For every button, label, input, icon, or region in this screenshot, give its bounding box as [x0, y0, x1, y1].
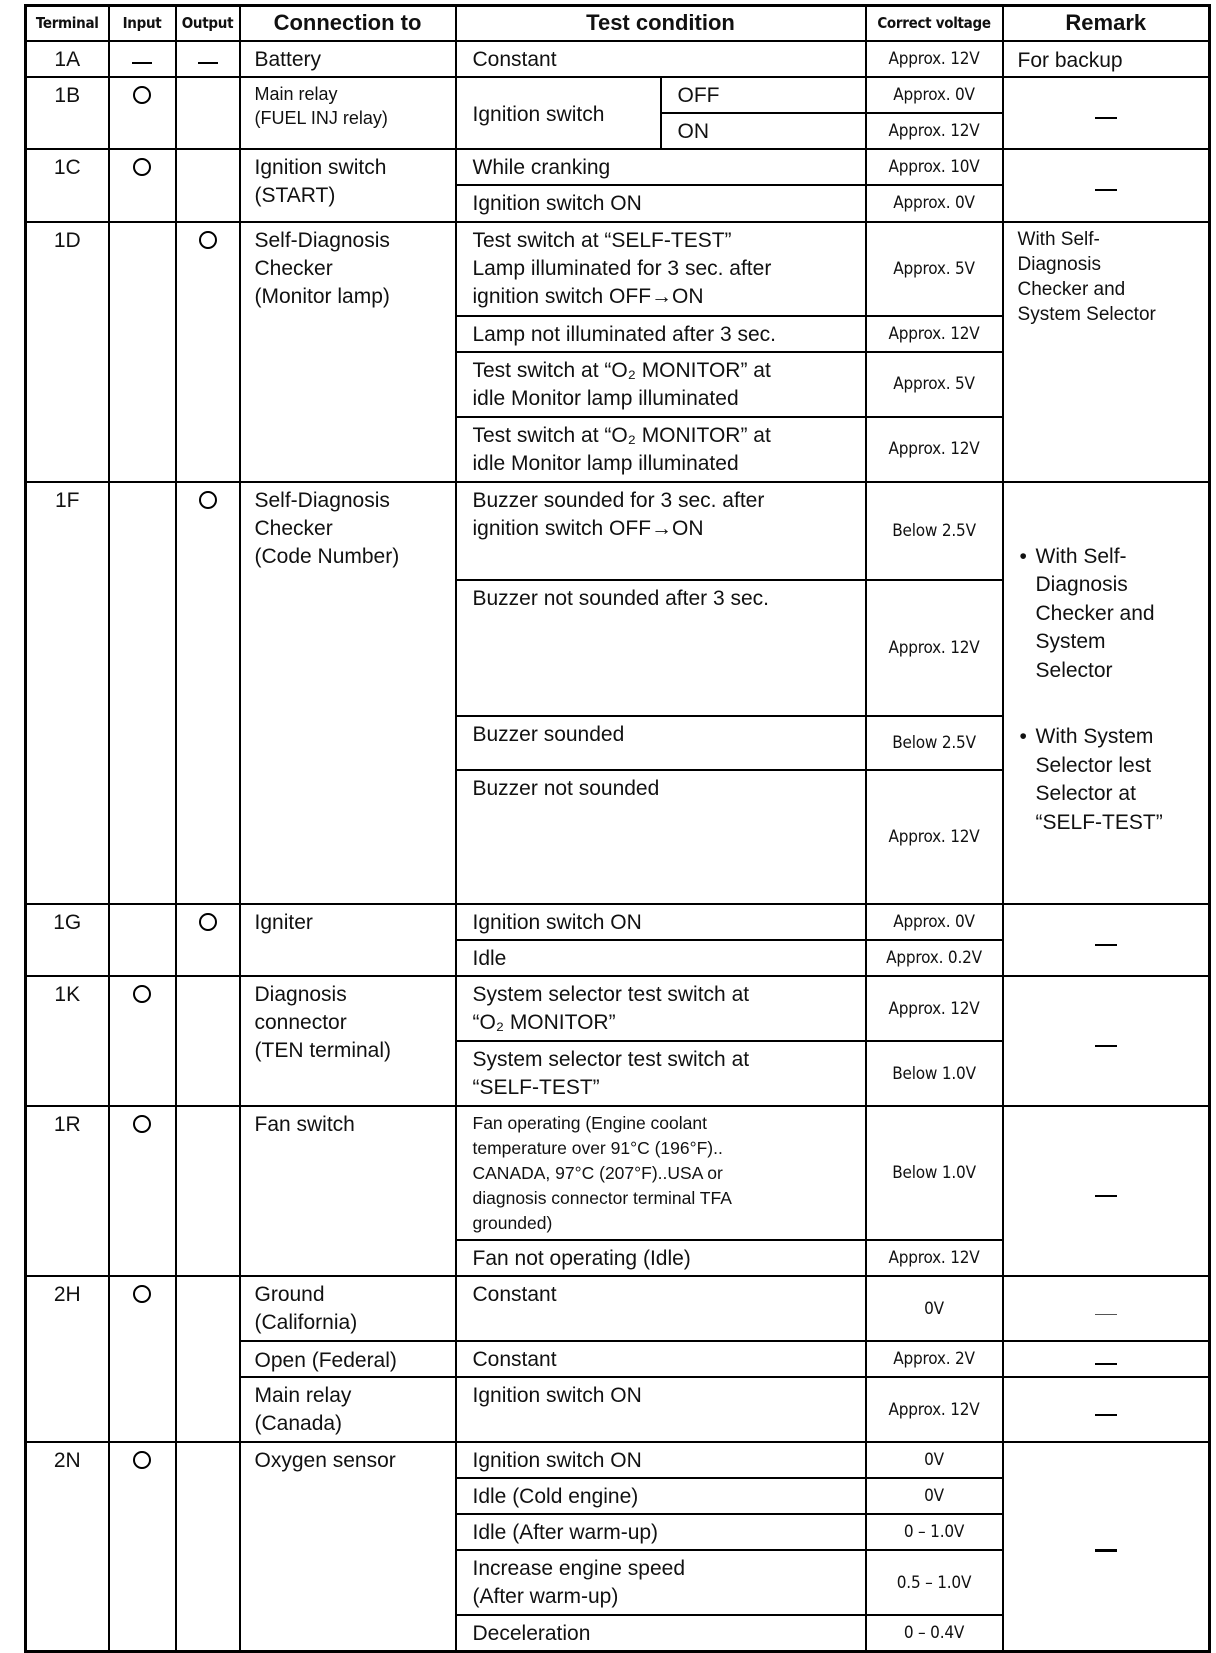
- condition-cell: Constant: [456, 41, 866, 77]
- voltage-cell: Approx. 12V: [866, 770, 1003, 904]
- table-row: [26, 149, 1210, 185]
- table-row: [26, 77, 1210, 113]
- remark-cell: [1003, 149, 1210, 222]
- terminal-cell: 2H: [26, 1276, 109, 1442]
- connection-cell: Main relay (Canada): [240, 1377, 456, 1442]
- remark-bullet: • With System Selector lest Selector at “SELF-TEST”: [1018, 723, 1203, 837]
- input-cell: [109, 1276, 176, 1442]
- remark-cell: [1003, 976, 1210, 1106]
- condition-cell: Buzzer not sounded: [456, 770, 866, 904]
- output-cell: [176, 222, 240, 482]
- output-cell: [176, 1106, 240, 1276]
- connection-cell: Self-Diagnosis Checker (Code Number): [240, 482, 456, 905]
- voltage-cell: 0.5 – 1.0V: [866, 1550, 1003, 1615]
- voltage-cell: Approx. 5V: [866, 222, 1003, 316]
- voltage-cell: Approx. 12V: [866, 1377, 1003, 1442]
- condition-cell: Ignition switch ON: [456, 185, 866, 222]
- header-voltage: Correct voltage: [866, 6, 1003, 41]
- condition-cell: Increase engine speed (After warm-up): [456, 1550, 866, 1615]
- circle-icon: [133, 158, 151, 176]
- table-row: [26, 904, 1210, 940]
- terminal-cell: 1F: [26, 482, 109, 905]
- voltage-cell: Approx. 12V: [866, 316, 1003, 352]
- circle-icon: [133, 985, 151, 1003]
- output-cell: [176, 1442, 240, 1651]
- terminal-cell: 1B: [26, 77, 109, 149]
- dash-icon: [1095, 1549, 1117, 1552]
- dash-icon: [1095, 117, 1117, 119]
- input-cell: [109, 149, 176, 222]
- output-cell: [176, 149, 240, 222]
- voltage-cell: 0 – 0.4V: [866, 1615, 1003, 1651]
- header-test-condition: Test condition: [456, 6, 866, 41]
- table-row: [26, 1442, 1210, 1478]
- connection-cell: Self-Diagnosis Checker (Monitor lamp): [240, 222, 456, 482]
- remark-bullet: • With Self- Diagnosis Checker and System Selector: [1018, 543, 1203, 686]
- dash-icon: [1095, 189, 1117, 191]
- voltage-cell: 0V: [866, 1276, 1003, 1341]
- voltage-cell: Below 1.0V: [866, 1041, 1003, 1106]
- sub-condition-cell: ON: [661, 113, 866, 149]
- terminal-cell: 1C: [26, 149, 109, 222]
- header-terminal: Terminal: [26, 6, 109, 41]
- condition-cell: System selector test switch at “O₂ MONITOR”: [456, 976, 866, 1041]
- condition-cell: Buzzer sounded for 3 sec. after ignition switch OFF→ON: [456, 482, 866, 581]
- condition-cell: Fan operating (Engine coolant temperature over 91°C (196°F).. CANADA, 97°C (207°F)..USA or diagnosis connector terminal TFA grounded): [456, 1106, 866, 1240]
- output-cell: [176, 904, 240, 976]
- table-row: [26, 41, 1210, 77]
- table-row: [26, 1106, 1210, 1240]
- input-cell: [109, 41, 176, 77]
- condition-cell: Test switch at “SELF-TEST” Lamp illuminated for 3 sec. after ignition switch OFF→ON: [456, 222, 866, 316]
- circle-icon: [133, 1285, 151, 1303]
- input-cell: [109, 77, 176, 149]
- condition-cell: Test switch at “O₂ MONITOR” at idle Monitor lamp illuminated: [456, 417, 866, 482]
- dash-icon: [132, 62, 152, 64]
- input-cell: [109, 222, 176, 482]
- connection-cell: Igniter: [240, 904, 456, 976]
- voltage-cell: Approx. 12V: [866, 1240, 1003, 1276]
- remark-cell: For backup: [1003, 41, 1210, 77]
- circle-icon: [133, 86, 151, 104]
- condition-cell: Test switch at “O₂ MONITOR” at idle Monitor lamp illuminated: [456, 352, 866, 417]
- input-cell: [109, 482, 176, 905]
- condition-cell: Deceleration: [456, 1615, 866, 1651]
- dash-icon: [1095, 944, 1117, 946]
- input-cell: [109, 976, 176, 1106]
- condition-cell: Ignition switch: [456, 77, 661, 149]
- condition-cell: Idle (After warm-up): [456, 1514, 866, 1550]
- table-row: [26, 222, 1210, 316]
- remark-cell: [1003, 1442, 1210, 1651]
- connection-cell: Main relay (FUEL INJ relay): [240, 77, 456, 149]
- voltage-cell: Approx. 10V: [866, 149, 1003, 185]
- voltage-cell: Approx. 0V: [866, 185, 1003, 222]
- terminal-cell: 1G: [26, 904, 109, 976]
- circle-icon: [199, 231, 217, 249]
- circle-icon: [199, 491, 217, 509]
- voltage-cell: Approx. 0V: [866, 904, 1003, 940]
- table-row: [26, 482, 1210, 581]
- sub-condition-cell: OFF: [661, 77, 866, 113]
- connection-cell: Oxygen sensor: [240, 1442, 456, 1651]
- header-output: Output: [176, 6, 240, 41]
- remark-cell: [1003, 904, 1210, 976]
- connection-cell: Ignition switch (START): [240, 149, 456, 222]
- output-cell: [176, 1276, 240, 1442]
- connection-cell: Open (Federal): [240, 1341, 456, 1377]
- circle-icon: [133, 1115, 151, 1133]
- remark-cell: [1003, 1106, 1210, 1276]
- connection-cell: Battery: [240, 41, 456, 77]
- terminal-cell: 1R: [26, 1106, 109, 1276]
- output-cell: [176, 976, 240, 1106]
- dash-icon: [198, 62, 218, 64]
- connection-cell: Fan switch: [240, 1106, 456, 1276]
- output-cell: [176, 77, 240, 149]
- remark-cell: [1003, 1276, 1210, 1341]
- terminal-cell: 1A: [26, 41, 109, 77]
- table-row: [26, 976, 1210, 1041]
- voltage-cell: Approx. 5V: [866, 352, 1003, 417]
- voltage-cell: Below 1.0V: [866, 1106, 1003, 1240]
- voltage-cell: Approx. 0V: [866, 77, 1003, 113]
- voltage-cell: Approx. 12V: [866, 41, 1003, 77]
- input-cell: [109, 1442, 176, 1651]
- dash-icon: [1095, 1414, 1117, 1416]
- connection-cell: Diagnosis connector (TEN terminal): [240, 976, 456, 1106]
- remark-cell: [1003, 1377, 1210, 1442]
- input-cell: [109, 1106, 176, 1276]
- voltage-cell: Approx. 2V: [866, 1341, 1003, 1377]
- voltage-cell: Below 2.5V: [866, 482, 1003, 581]
- condition-cell: Idle (Cold engine): [456, 1478, 866, 1514]
- condition-cell: Buzzer not sounded after 3 sec.: [456, 580, 866, 715]
- dash-icon: [1095, 1314, 1117, 1315]
- voltage-cell: 0V: [866, 1478, 1003, 1514]
- condition-cell: Constant: [456, 1341, 866, 1377]
- input-cell: [109, 904, 176, 976]
- condition-cell: Buzzer sounded: [456, 716, 866, 771]
- voltage-cell: Approx. 12V: [866, 113, 1003, 149]
- condition-cell: Constant: [456, 1276, 866, 1341]
- terminal-cell: 1D: [26, 222, 109, 482]
- remark-cell: [1003, 482, 1210, 905]
- voltage-cell: Approx. 12V: [866, 417, 1003, 482]
- dash-icon: [1095, 1195, 1117, 1197]
- remark-bullet-list: [1018, 515, 1203, 876]
- header-connection: Connection to: [240, 6, 456, 41]
- terminal-cell: 2N: [26, 1442, 109, 1651]
- connection-cell: Ground (California): [240, 1276, 456, 1341]
- remark-cell: [1003, 1341, 1210, 1377]
- remark-cell: [1003, 77, 1210, 149]
- voltage-cell: Approx. 12V: [866, 580, 1003, 715]
- condition-cell: Idle: [456, 940, 866, 976]
- voltage-cell: Approx. 0.2V: [866, 940, 1003, 976]
- header-row: [26, 6, 1210, 41]
- remark-cell: With Self- Diagnosis Checker and System Selector: [1003, 222, 1210, 482]
- output-cell: [176, 482, 240, 905]
- voltage-cell: Below 2.5V: [866, 716, 1003, 771]
- header-remark: Remark: [1003, 6, 1210, 41]
- terminal-cell: 1K: [26, 976, 109, 1106]
- ecu-terminal-voltage-table: [24, 4, 1211, 1653]
- voltage-cell: 0 – 1.0V: [866, 1514, 1003, 1550]
- circle-icon: [199, 913, 217, 931]
- condition-cell: While cranking: [456, 149, 866, 185]
- dash-icon: [1095, 1045, 1117, 1047]
- voltage-cell: Approx. 12V: [866, 976, 1003, 1041]
- table-row: [26, 1276, 1210, 1341]
- condition-cell: Lamp not illuminated after 3 sec.: [456, 316, 866, 352]
- voltage-cell: 0V: [866, 1442, 1003, 1478]
- condition-cell: Ignition switch ON: [456, 1442, 866, 1478]
- output-cell: [176, 41, 240, 77]
- header-input: Input: [109, 6, 176, 41]
- condition-cell: Fan not operating (Idle): [456, 1240, 866, 1276]
- condition-cell: Ignition switch ON: [456, 1377, 866, 1442]
- condition-cell: System selector test switch at “SELF-TEST”: [456, 1041, 866, 1106]
- circle-icon: [133, 1451, 151, 1469]
- condition-cell: Ignition switch ON: [456, 904, 866, 940]
- dash-icon: [1095, 1363, 1117, 1365]
